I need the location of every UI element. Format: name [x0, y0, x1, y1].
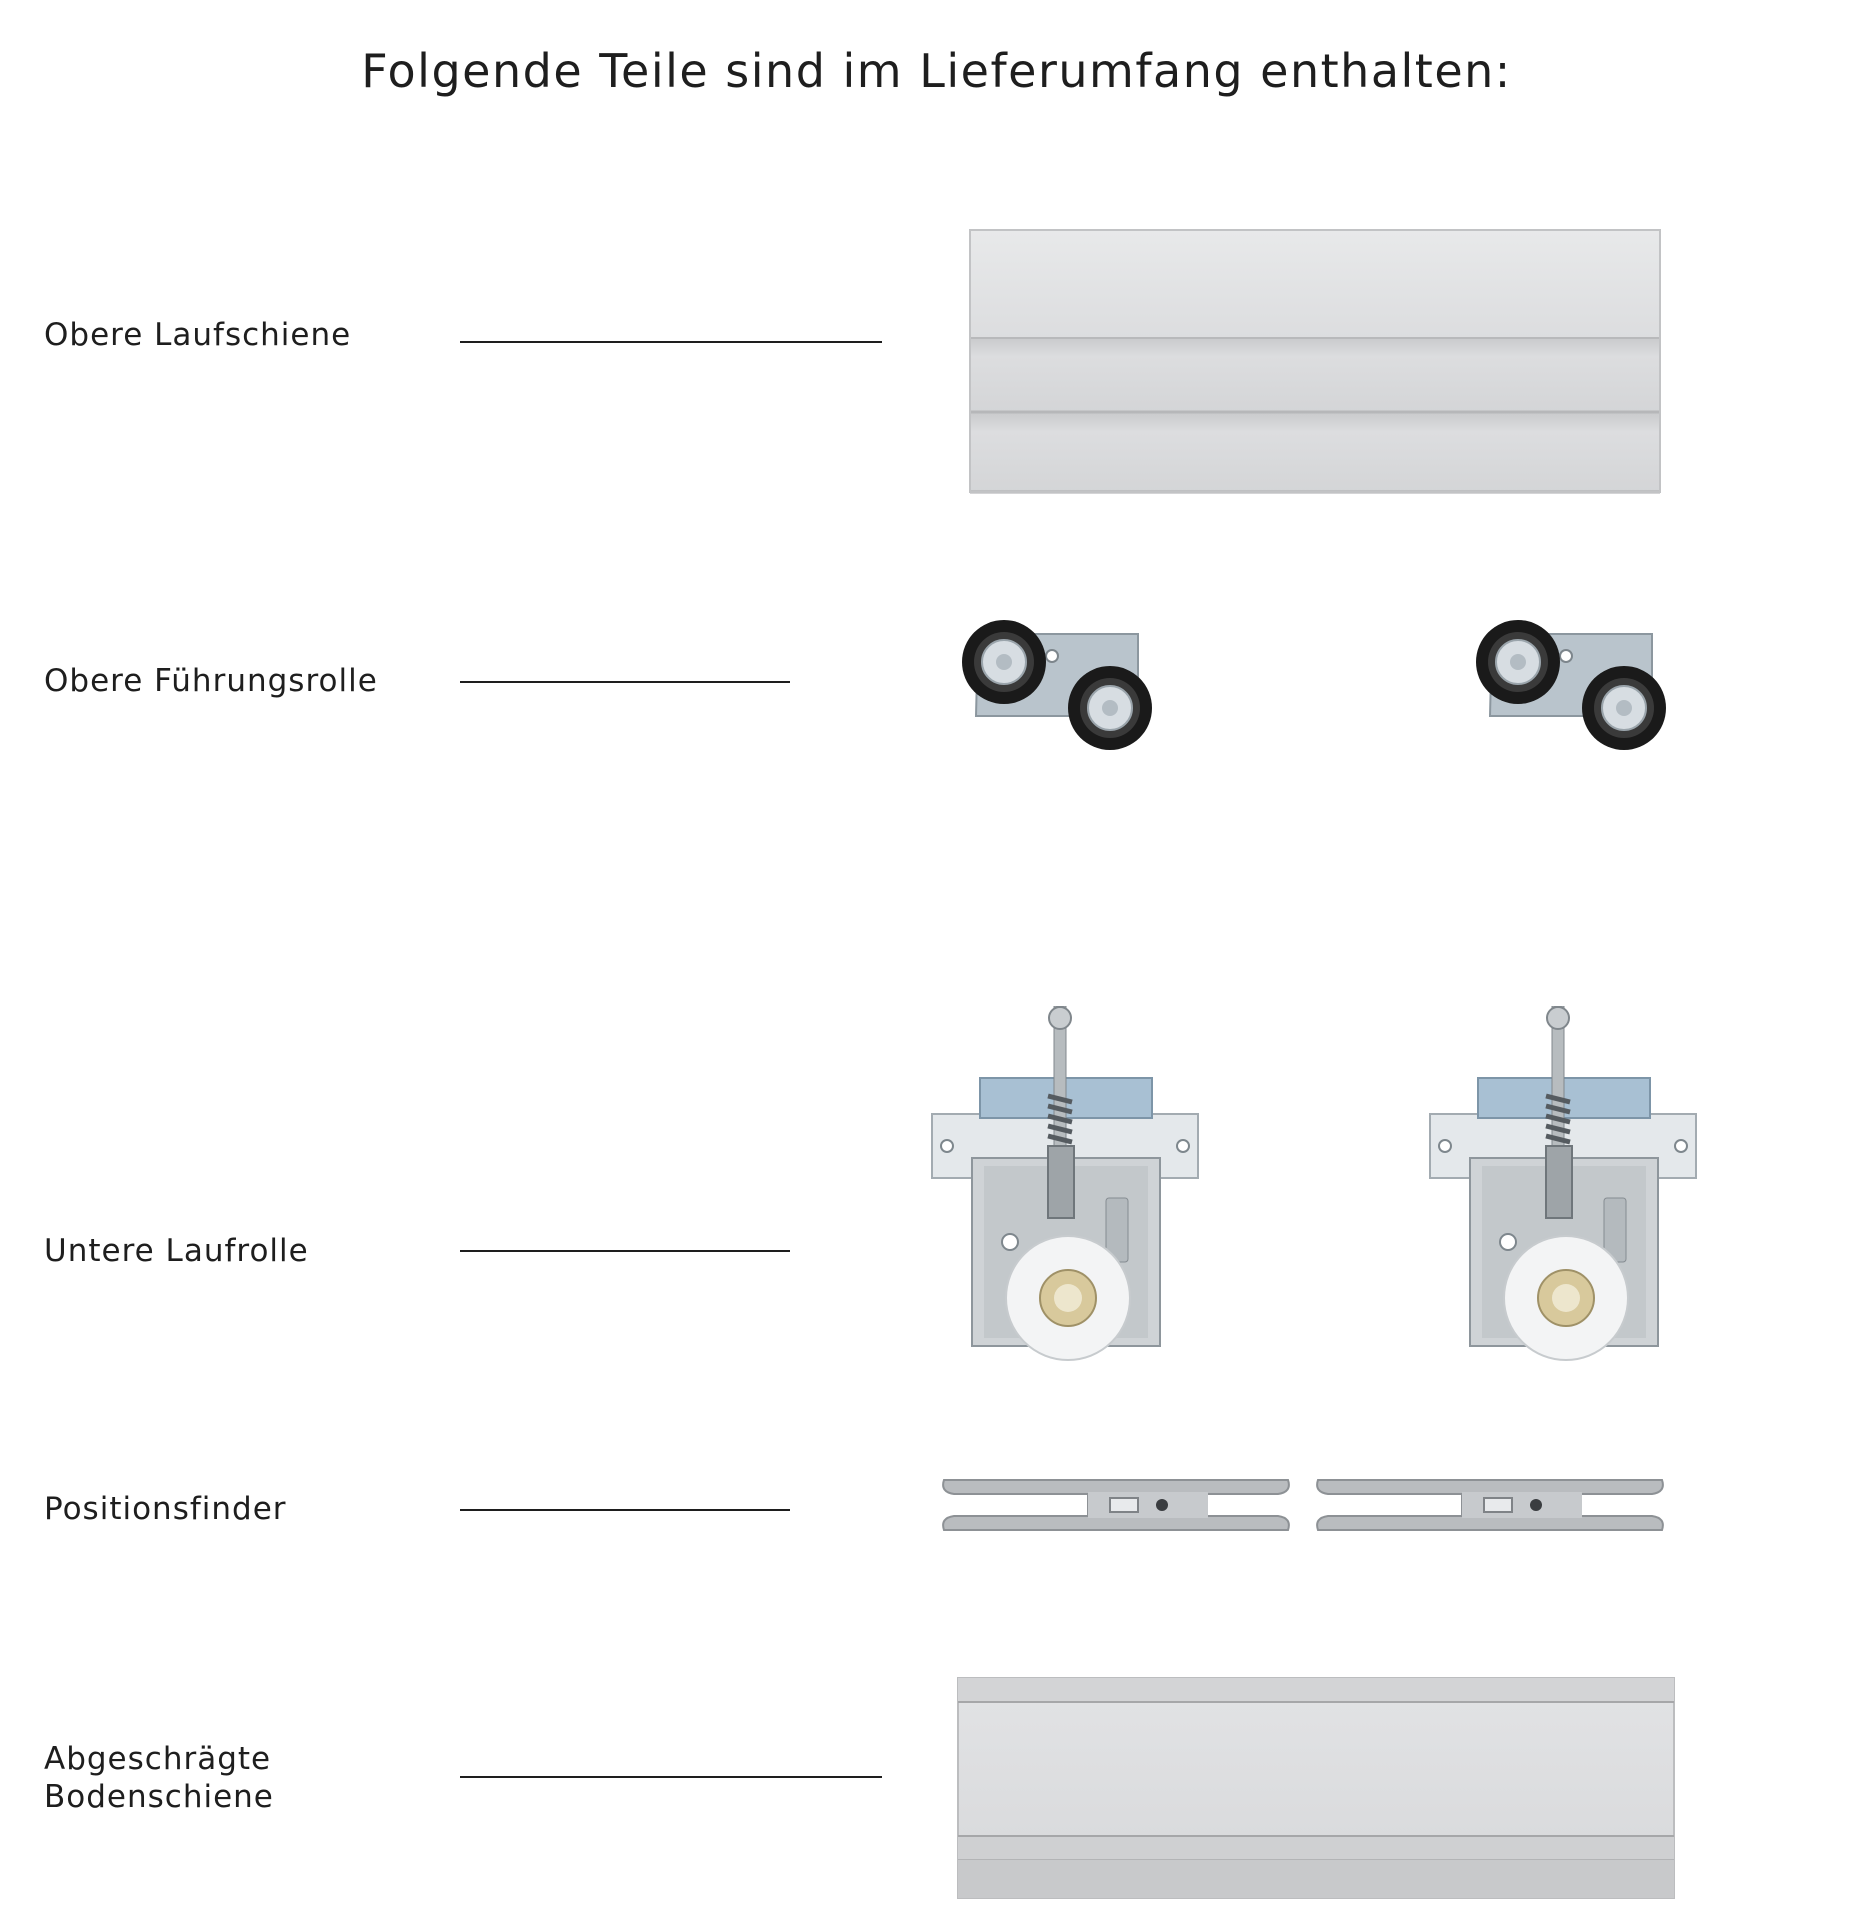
label-line-2: Bodenschiene: [44, 1779, 274, 1815]
label-untere-laufrolle: Untere Laufrolle: [44, 1233, 309, 1269]
label-obere-fuehrungsrolle: Obere Führungsrolle: [44, 663, 378, 699]
beveled-floor-rail-image: [956, 1676, 1676, 1900]
label-positionsfinder: Positionsfinder: [44, 1491, 287, 1527]
position-finder-image-2: [1312, 1476, 1668, 1534]
upper-guide-roller-image-1: [958, 616, 1154, 754]
lower-roller-image-2: [1428, 1006, 1698, 1362]
leader-line-abgeschraegte-bodenschiene: [460, 1776, 882, 1778]
page-title: Folgende Teile sind im Lieferumfang enthalten:: [361, 44, 1512, 98]
leader-line-positionsfinder: [460, 1509, 790, 1511]
label-obere-laufschiene: Obere Laufschiene: [44, 317, 352, 353]
label-abgeschraegte-bodenschiene: [44, 1740, 274, 1816]
leader-line-untere-laufrolle: [460, 1250, 790, 1252]
leader-line-obere-fuehrungsrolle: [460, 681, 790, 683]
upper-guide-roller-image-2: [1472, 616, 1668, 754]
leader-line-obere-laufschiene: [460, 341, 882, 343]
upper-track-rail-image: [968, 228, 1662, 496]
label-line-1: Abgeschrägte: [44, 1741, 272, 1777]
lower-roller-image-1: [930, 1006, 1200, 1362]
position-finder-image-1: [938, 1476, 1294, 1534]
